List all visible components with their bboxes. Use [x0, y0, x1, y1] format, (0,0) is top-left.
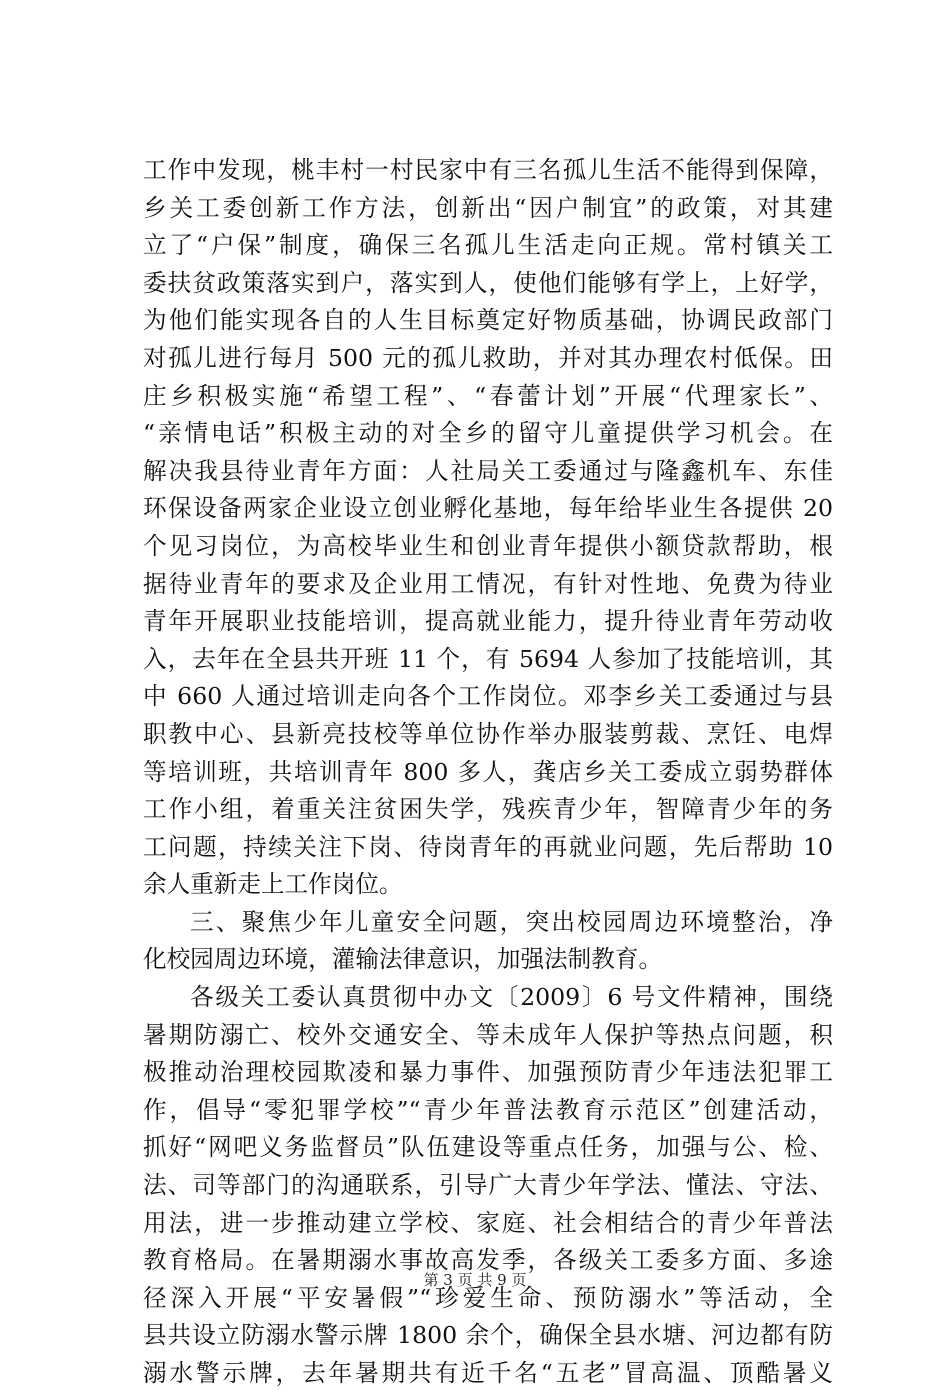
body-text — [143, 152, 833, 1393]
text-line: 极推动治理校园欺凌和暴力事件、加强预防青少年违法犯罪工 — [143, 1058, 833, 1087]
text-line: 职教中心、县新亮技校等单位协作举办服装剪裁、烹饪、电焊 — [143, 719, 833, 748]
section-heading-line: 三、聚焦少年儿童安全问题，突出校园周边环境整治，净 — [190, 907, 833, 936]
text-line: 作，倡导“零犯罪学校”“青少年普法教育示范区”创建活动， — [143, 1095, 833, 1124]
text-line: 委扶贫政策落实到户，落实到人，使他们能够有学上，上好学， — [143, 268, 833, 297]
section-heading-line: 化校园周边环境，灌输法律意识，加强法制教育。 — [143, 945, 663, 974]
text-line: 溺水警示牌，去年暑期共有近千名“五老”冒高温、顶酷暑义 — [143, 1359, 833, 1387]
text-line: 庄乡积极实施“希望工程”、“春蕾计划”开展“代理家长”、 — [143, 381, 833, 410]
text-line: 暑期防溺亡、校外交通安全、等未成年人保护等热点问题，积 — [143, 1020, 833, 1049]
text-line: 径深入开展“平安暑假”“珍爱生命、预防溺水”等活动，全 — [143, 1283, 833, 1312]
text-line: 用法，进一步推动建立学校、家庭、社会相结合的青少年普法 — [143, 1208, 833, 1237]
text-line: 工问题，持续关注下岗、待岗青年的再就业问题，先后帮助 10 — [143, 832, 833, 861]
text-line: 各级关工委认真贯彻中办文〔2009〕6 号文件精神，围绕 — [190, 983, 833, 1012]
text-line: 工作小组，着重关注贫困失学，残疾青少年，智障青少年的务 — [143, 795, 833, 824]
text-line: 据待业青年的要求及企业用工情况，有针对性地、免费为待业 — [143, 569, 833, 598]
text-line: 等培训班，共培训青年 800 多人，龚店乡关工委成立弱势群体 — [143, 757, 833, 786]
text-line: 法、司等部门的沟通联系，引导广大青少年学法、懂法、守法、 — [143, 1171, 833, 1200]
text-line: 立了“户保”制度，确保三名孤儿生活走向正规。常村镇关工 — [143, 231, 833, 260]
text-line: 县共设立防溺水警示牌 1800 余个，确保全县水塘、河边都有防 — [143, 1321, 833, 1350]
page-number-footer: 第 3 页 共 9 页 — [423, 1271, 527, 1289]
text-line: 环保设备两家企业设立创业孵化基地，每年给毕业生各提供 20 — [143, 494, 833, 523]
text-line: 入，去年在全县共开班 11 个，有 5694 人参加了技能培训，其 — [143, 644, 833, 673]
text-line: 解决我县待业青年方面：人社局关工委通过与隆鑫机车、东佳 — [143, 456, 833, 485]
text-line: 教育格局。在暑期溺水事故高发季，各级关工委多方面、多途 — [143, 1246, 833, 1275]
text-line: 余人重新走上工作岗位。 — [143, 870, 403, 899]
text-line: 工作中发现，桃丰村一村民家中有三名孤儿生活不能得到保障， — [143, 156, 833, 184]
text-line: 中 660 人通过培训走向各个工作岗位。邓李乡关工委通过与县 — [143, 682, 833, 711]
text-line: 乡关工委创新工作方法，创新出“因户制宜”的政策，对其建 — [143, 193, 833, 222]
text-line: 青年开展职业技能培训，提高就业能力，提升待业青年劳动收 — [143, 607, 833, 636]
text-line: 个见习岗位，为高校毕业生和创业青年提供小额贷款帮助，根 — [143, 531, 833, 560]
text-line: 对孤儿进行每月 500 元的孤儿救助，并对其办理农村低保。田 — [143, 343, 833, 372]
text-line: 抓好“网吧义务监督员”队伍建设等重点任务，加强与公、检、 — [143, 1133, 833, 1162]
text-line: 为他们能实现各自的人生目标奠定好物质基础，协调民政部门 — [143, 306, 833, 335]
text-line: “亲情电话”积极主动的对全乡的留守儿童提供学习机会。在 — [143, 419, 833, 448]
